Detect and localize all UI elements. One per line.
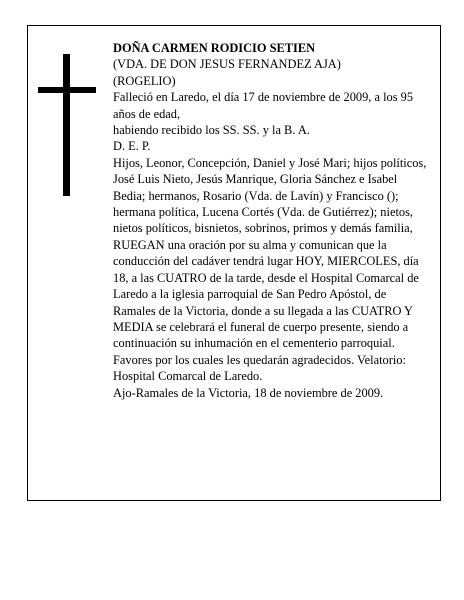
cross-horizontal-bar [38,87,96,93]
obituary-text [113,40,431,401]
request-lead: RUEGAN [113,237,165,252]
death-announcement: Falleció en Laredo, el día 17 de noviembre de 2009, a los 95 años de edad, [113,90,414,121]
request-when: HOY, MIERCOLES [295,254,398,269]
widow-of-line: (VDA. DE DON JESUS FERNANDEZ AJA) [113,57,341,72]
nickname-line: (ROGELIO) [113,73,176,88]
request-text-2: de la tarde, desde el Hospital Comarcal de Laredo a la iglesia parroquial de San Pedro Apóstol, de Ramales de la Victoria, donde a su llegada a las [113,270,419,318]
request-text-3: se celebrará el funeral de cuerpo presente, siendo a continuación su inhumación en el cementerio parroquial. Favores por los cuales les quedarán agradecidos. Velatorio: Hospital Comarcal de Laredo. [113,319,409,384]
sacraments-line: habiendo recibido los SS. SS. y la B. A. [113,123,310,138]
request-time: CUATRO [157,270,207,285]
rip-line: D. E. P. [113,139,151,154]
latin-cross-icon [38,54,96,196]
funeral-request [113,237,431,385]
closing-line: Ajo-Ramales de la Victoria, 18 de noviembre de 2009. [113,385,384,400]
request-time-2: CUATRO Y MEDIA [113,303,413,334]
deceased-name: DOÑA CARMEN RODICIO SETIEN [113,41,316,55]
family-list: Hijos, Leonor, Concepción, Daniel y José Mari; hijos políticos, José Luis Nieto, Jesús Manrique, Gloria Sánchez e Isabel Bedia; hermanos, Rosario (Vda. de Lavín) y Francisco (); hermana política, Lucena Cortés (Vda. de Gutiérrez); nietos, nietos políticos, bisnietos, sobrinos, primos y demás familia, [113,155,427,236]
cross-vertical-bar [63,54,70,196]
request-day: , día 18, a las [113,254,419,285]
request-text: una oración por su alma y comunican que la conducción del cadáver tendrá lugar [113,237,387,269]
